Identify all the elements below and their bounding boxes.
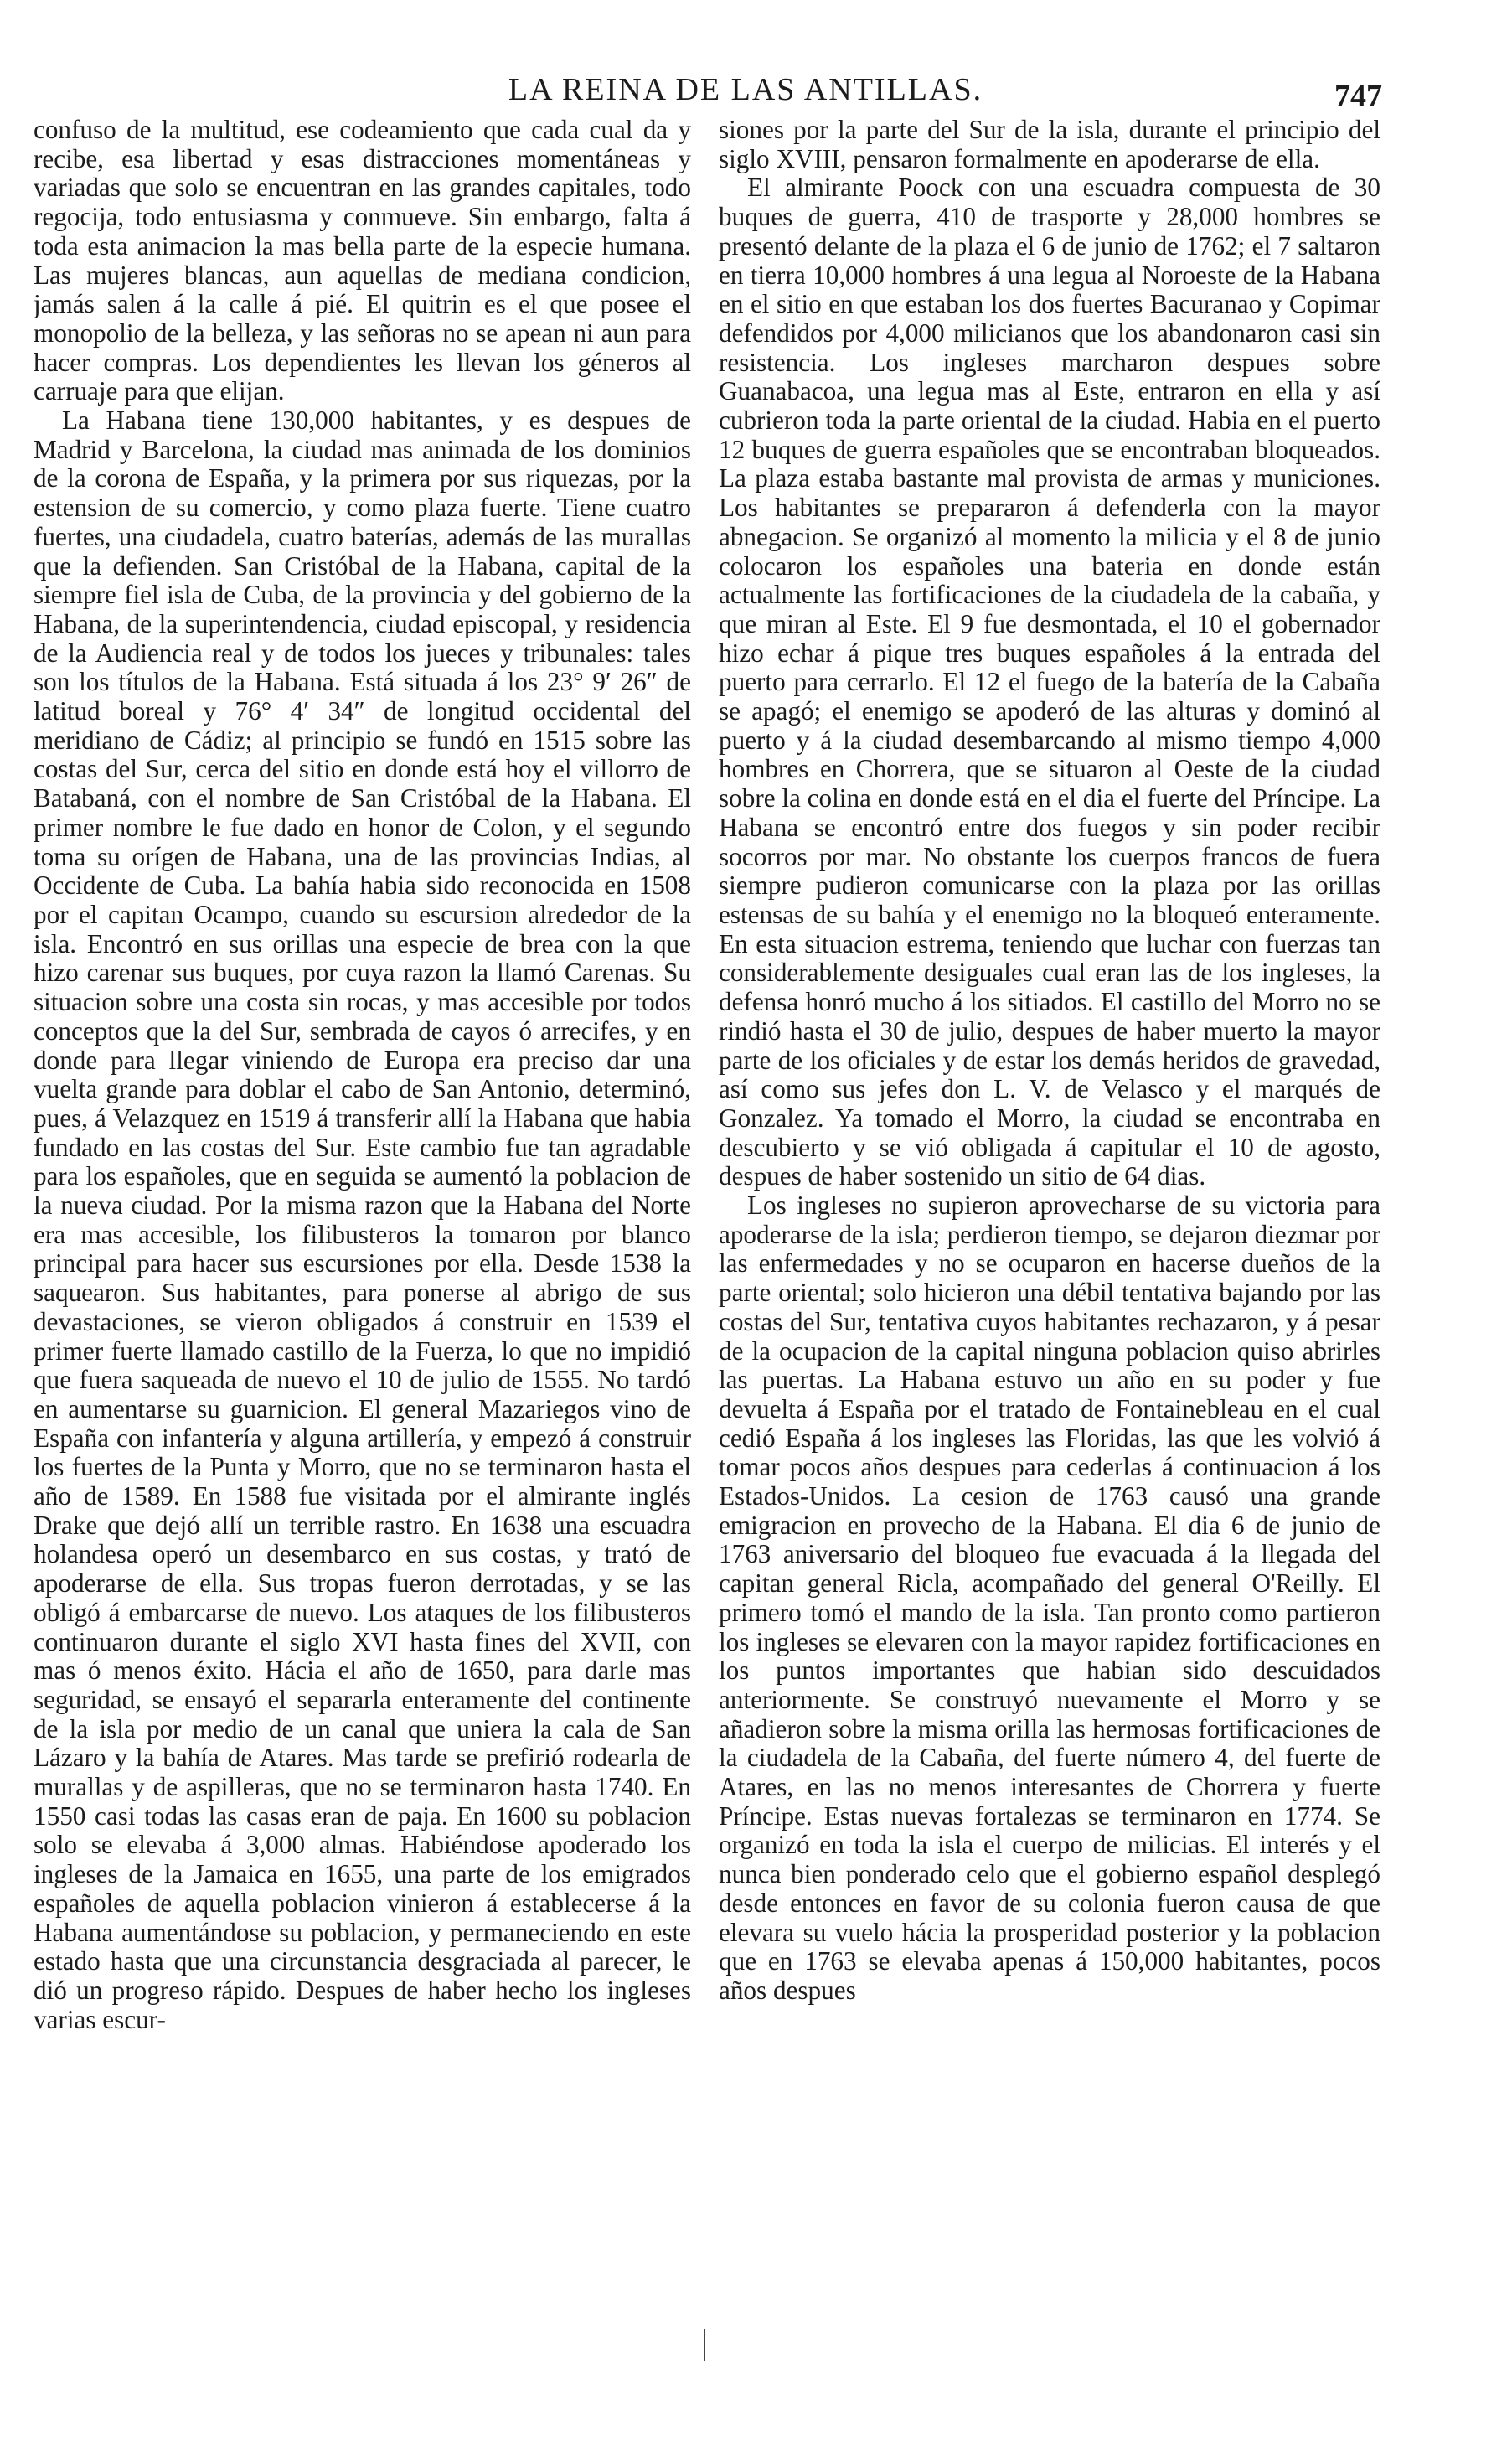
right-column	[719, 116, 1380, 2361]
paragraph: confuso de la multitud, ese codeamiento que cada cual da y recibe, esa libertad y esas distracciones momentáneas y variadas que solo se encuentran en las grandes capitales, todo regocija, todo entusiasma y conmueve. Sin embargo, falta á toda esta animacion la mas bella parte de la especie humana. Las mujeres blancas, aun aquellas de mediana condicion, jamás salen á la calle á pié. El quitrin es el que posee el monopolio de la belleza, y las señoras no se apean ni aun para hacer compras. Los dependientes les llevan los géneros al carruaje para que elijan.	[34, 116, 691, 406]
paragraph: El almirante Poock con una escuadra compuesta de 30 buques de guerra, 410 de trasporte y 28,000 hombres se presentó delante de la plaza el 6 de junio de 1762; el 7 saltaron en tierra 10,000 hombres á una legua al Noroeste de la Habana en el sitio en que estaban los dos fuertes Bacuranao y Copimar defendidos por 4,000 milicianos que los abandonaron casi sin resistencia. Los ingleses marcharon despues sobre Guanabacoa, una legua mas al Este, entraron en ella y así cubrieron toda la parte oriental de la ciudad. Habia en el puerto 12 buques de guerra españoles que se encontraban bloqueados. La plaza estaba bastante mal provista de armas y municiones. Los habitantes se prepararon á defenderla con la mayor abnegacion. Se organizó al momento la milicia y el 8 de junio colocaron los españoles una bateria en donde están actualmente las fortificaciones de la ciudadela de la cabaña, y que miran al Este. El 9 fue desmontada, el 10 el gobernador hizo echar á pique tres buques españoles á la entrada del puerto para cerrarlo. El 12 el fuego de la batería de la Cabaña se apagó; el enemigo se apoderó de las alturas y dominó al puerto y á la ciudad desembarcando al mismo tiempo 4,000 hombres en Chorrera, que se situaron al Oeste de la ciudad sobre la colina en donde está en el dia el fuerte del Príncipe. La Habana se encontró entre dos fuegos y sin poder recibir socorros por mar. No obstante los cuerpos francos de fuera siempre pudieron comunicarse con la plaza por las orillas estensas de su bahía y el enemigo no la bloqueó enteramente. En esta situacion estrema, teniendo que luchar con fuerzas tan considerablemente desiguales cual eran las de los ingleses, la defensa honró mucho á los sitiados. El castillo del Morro no se rindió hasta el 30 de julio, despues de haber muerto la mayor parte de los oficiales y de estar los demás heridos de gravedad, así como sus jefes don L. V. de Velasco y el marqués de Gonzalez. Ya tomado el Morro, la ciudad se encontraba en descubierto y se vió obligada á capitular el 10 de agosto, despues de haber sostenido un sitio de 64 dias.	[719, 173, 1380, 1191]
running-title: LA REINA DE LAS ANTILLAS.	[508, 72, 983, 107]
left-column	[34, 116, 691, 2361]
paragraph: siones por la parte del Sur de la isla, durante el principio del siglo XVIII, pensaron formalmente en apoderarse de ella.	[719, 116, 1380, 173]
paragraph: La Habana tiene 130,000 habitantes, y es despues de Madrid y Barcelona, la ciudad mas animada de los dominios de la corona de España, y la primera por sus riquezas, por la estension de su comercio, y como plaza fuerte. Tiene cuatro fuertes, una ciudadela, cuatro baterías, además de las murallas que la defienden. San Cristóbal de la Habana, capital de la siempre fiel isla de Cuba, de la provincia y del gobierno de la Habana, de la superintendencia, ciudad episcopal, y residencia de la Audiencia real y de todos los jueces y tribunales: tales son los títulos de la Habana. Está situada á los 23° 9′ 26″ de latitud boreal y 76° 4′ 34″ de longitud occidental del meridiano de Cádiz; al principio se fundó en 1515 sobre las costas del Sur, cerca del sitio en donde está hoy el villorro de Batabaná, con el nombre de San Cristóbal de la Habana. El primer nombre le fue dado en honor de Colon, y el segundo toma su orígen de Habana, una de las provincias Indias, al Occidente de Cuba. La bahía habia sido reconocida en 1508 por el capitan Ocampo, cuando su escursion alrededor de la isla. Encontró en sus orillas una especie de brea con la que hizo carenar sus buques, por cuya razon la llamó Carenas. Su situacion sobre una costa sin rocas, y mas accesible por todos conceptos que la del Sur, sembrada de cayos ó arrecifes, y en donde para llegar viniendo de Europa era preciso dar una vuelta grande para doblar el cabo de San Antonio, determinó, pues, á Velazquez en 1519 á transferir allí la Habana que habia fundado en las costas del Sur. Este cambio fue tan agradable para los españoles, que en seguida se aumentó la poblacion de la nueva ciudad. Por la misma razon que la Habana del Norte era mas accesible, los filibusteros la tomaron por blanco principal para hacer sus escursiones por ella. Desde 1538 la saquearon. Sus habitantes, para ponerse al abrigo de sus devastaciones, se vieron obligados á construir en 1539 el primer fuerte llamado castillo de la Fuerza, lo que no impidió que fuera saqueada de nuevo el 10 de julio de 1555. No tardó en aumentarse su guarnicion. El general Mazariegos vino de España con infantería y alguna artillería, y empezó á construir los fuertes de la Punta y Morro, que no se terminaron hasta el año de 1589. En 1588 fue visitada por el almirante inglés Drake que dejó allí un terrible rastro. En 1638 una escuadra holandesa operó un desembarco en sus costas, y trató de apoderarse de ella. Sus tropas fueron derrotadas, y se las obligó á embarcarse de nuevo. Los ataques de los filibusteros continuaron durante el siglo XVI hasta fines del XVII, con mas ó menos éxito. Hácia el año de 1650, para darle mas seguridad, se ensayó el separarla enteramente del continente de la isla por medio de un canal que uniera la cala de San Lázaro y la bahía de Atares. Mas tarde se prefirió rodearla de murallas y de aspilleras, que no se terminaron hasta 1740. En 1550 casi todas las casas eran de paja. En 1600 su poblacion solo se elevaba á 3,000 almas. Habiéndose apoderado los ingleses de la Jamaica en 1655, una parte de los emigrados españoles de aquella poblacion vinieron á establecerse á la Habana aumentándose su poblacion, y permaneciendo en este estado hasta que una circunstancia desgraciada al parecer, le dió un progreso rápido. Despues de haber hecho los ingleses varias escur-	[34, 406, 691, 2034]
paragraph: Los ingleses no supieron aprovecharse de su victoria para apoderarse de la isla; perdieron tiempo, se dejaron diezmar por las enfermedades y no se ocuparon en hacerse dueños de la parte oriental; solo hicieron una débil tentativa bajando por las costas del Sur, tentativa cuyos habitantes rechazaron, y á pesar de la ocupacion de la capital ninguna poblacion quiso abrirles las puertas. La Habana estuvo un año en su poder y fue devuelta á España por el tratado de Fontainebleau en el cual cedió España á los ingleses las Floridas, las que les volvió á tomar pocos años despues para cederlas á continuacion á los Estados-Unidos. La cesion de 1763 causó una grande emigracion en provecho de la Habana. El dia 6 de junio de 1763 aniversario del bloqueo fue evacuada á la llegada del capitan general Ricla, acompañado del general O'Reilly. El primero tomó el mando de la isla. Tan pronto como partieron los ingleses se elevaren con la mayor rapidez fortificaciones en los puntos importantes que habian sido descuidados anteriormente. Se construyó nuevamente el Morro y se añadieron sobre la misma orilla las hermosas fortificaciones de la ciudadela de la Cabaña, del fuerte número 4, del fuerte de Atares, en las no menos interesantes de Chorrera y fuerte Príncipe. Estas nuevas fortalezas se terminaron en 1774. Se organizó en toda la isla el cuerpo de milicias. El interés y el nunca bien ponderado celo que el gobierno español desplegó desde entonces en favor de su colonia fueron causa de que elevara su vuelo hácia la prosperidad posterior y la poblacion que en 1763 se elevaba apenas á 150,000 habitantes, pocos años despues	[719, 1191, 1380, 2005]
page-number: 747	[1334, 79, 1382, 114]
column-divider	[704, 2329, 705, 2361]
